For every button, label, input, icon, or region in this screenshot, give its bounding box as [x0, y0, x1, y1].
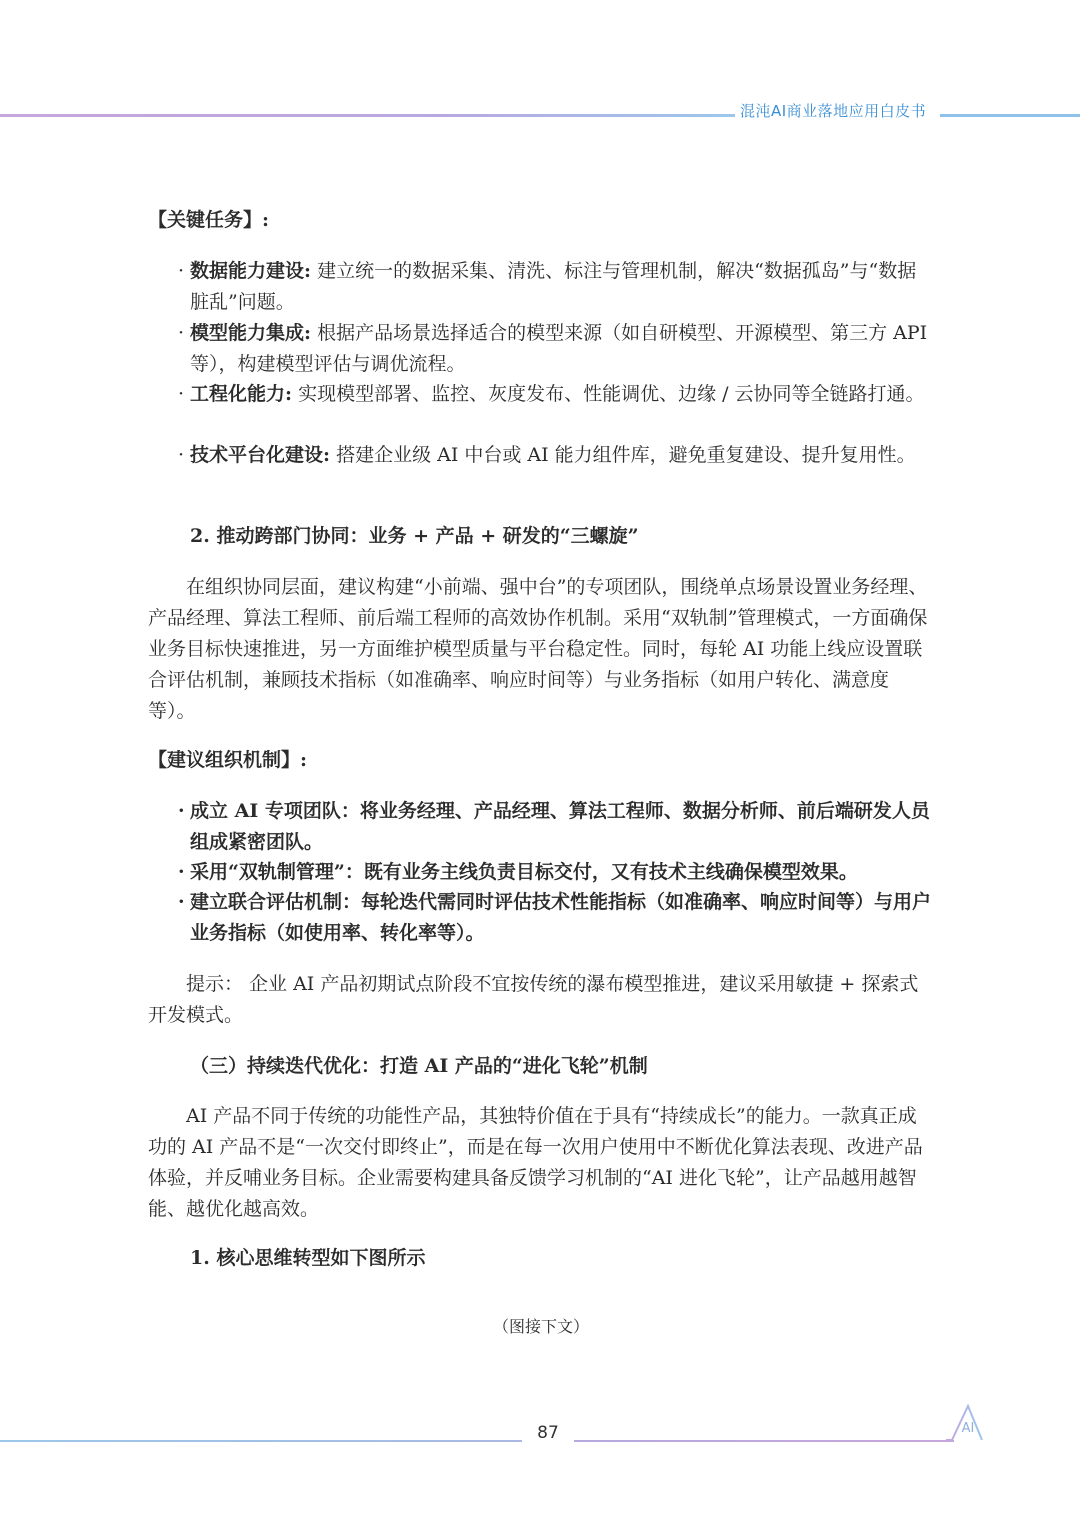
footer-rule-right: [574, 1440, 954, 1442]
bullet-dot-icon: ·: [178, 322, 185, 344]
bullet-dot-icon: ·: [178, 260, 185, 282]
bullet-item: · 建立联合评估机制：每轮迭代需同时评估技术性能指标（如准确率、响应时间等）与用户业务指标（如使用率、转化率等）。: [190, 887, 934, 949]
footer-rule-left: [0, 1440, 522, 1442]
key-tasks-heading: 【关键任务】:: [148, 209, 270, 231]
header-rule-right: [940, 114, 1080, 117]
bullet-dot-icon: ·: [178, 444, 185, 466]
section-heading: 2. 推动跨部门协同：业务 + 产品 + 研发的“三螺旋”: [190, 525, 639, 547]
bullet-dot-icon: ·: [178, 383, 185, 405]
section-heading: （三）持续迭代优化：打造 AI 产品的“进化飞轮”机制: [190, 1055, 648, 1077]
bullet-item: · 技术平台化建设: 搭建企业级 AI 中台或 AI 能力组件库，避免重复建设、提升复用性。: [190, 440, 934, 471]
page-number: 87: [537, 1423, 559, 1443]
body-paragraph: 在组织协同层面，建议构建“小前端、强中台”的专项团队，围绕单点场景设置业务经理、产品经理、算法工程师、前后端工程师的高效协作机制。采用“双轨制”管理模式，一方面确保业务目标快速推进，另一方面维护模型质量与平台稳定性。同时，每轮 AI 功能上线应设置联合评估机制，兼顾技术指标（如准确率、响应时间等）与业务指标（如用户转化、满意度等）。: [148, 576, 928, 722]
bullet-item: · 采用“双轨制管理”：既有业务主线负责目标交付，又有技术主线确保模型效果。: [190, 857, 934, 888]
sub-heading: 1. 核心思维转型如下图所示: [190, 1247, 426, 1269]
body-paragraph: AI 产品不同于传统的功能性产品，其独特价值在于具有“持续成长”的能力。一款真正成功的 AI 产品不是“一次交付即终止”，而是在每一次用户使用中不断优化算法表现、改进产品体验，并反哺业务目标。企业需要构建具备反馈学习机制的“AI 进化飞轮”，让产品越用越智能、越优化越高效。: [148, 1105, 923, 1220]
figure-continued-note: （图接下文）: [492, 1317, 589, 1336]
bullet-item: · 数据能力建设: 建立统一的数据采集、清洗、标注与管理机制，解决“数据孤岛”与“数据脏乱”问题。: [190, 256, 934, 318]
ai-logo-text: AI: [961, 1421, 975, 1436]
ai-logo-icon: [946, 1402, 1080, 1446]
header-title: 混沌AI商业落地应用白皮书: [740, 102, 927, 120]
tip-paragraph: 提示： 企业 AI 产品初期试点阶段不宜按传统的瀑布模型推进，建议采用敏捷 + 探索式开发模式。: [148, 973, 919, 1026]
bullet-item: · 工程化能力: 实现模型部署、监控、灰度发布、性能调优、边缘 / 云协同等全链路打通。: [190, 379, 934, 410]
bullet-dot-icon: ·: [178, 800, 185, 822]
bullet-dot-icon: ·: [178, 861, 185, 883]
bullet-item: · 模型能力集成: 根据产品场景选择适合的模型来源（如自研模型、开源模型、第三方 API 等），构建模型评估与调优流程。: [190, 318, 934, 380]
org-heading: 【建议组织机制】:: [148, 749, 308, 771]
header-rule-left: [0, 114, 735, 117]
bullet-dot-icon: ·: [178, 891, 185, 913]
bullet-item: · 成立 AI 专项团队：将业务经理、产品经理、算法工程师、数据分析师、前后端研发人员组成紧密团队。: [190, 796, 934, 858]
